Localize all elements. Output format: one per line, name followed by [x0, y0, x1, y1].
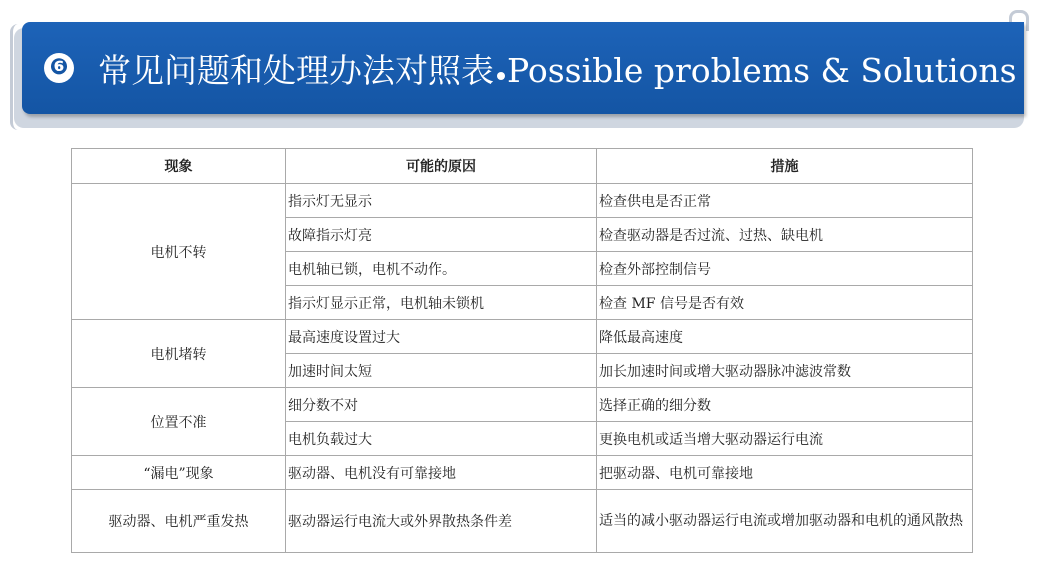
cause-cell: 指示灯无显示	[286, 184, 597, 218]
title-english: Possible problems & Solutions	[507, 50, 1017, 90]
cause-cell: 加速时间太短	[286, 354, 597, 388]
cause-cell: 细分数不对	[286, 388, 597, 422]
fix-cell: 检查外部控制信号	[597, 252, 973, 286]
symptom-cell: 位置不准	[72, 388, 286, 456]
header-cause: 可能的原因	[286, 149, 597, 184]
fix-cell: 把驱动器、电机可靠接地	[597, 456, 973, 490]
table-header-row	[72, 149, 973, 184]
troubleshooting-table	[71, 148, 973, 553]
table-row	[72, 490, 973, 553]
title-chinese: 常见问题和处理办法对照表	[98, 50, 494, 90]
cause-cell: 驱动器运行电流大或外界散热条件差	[286, 490, 597, 553]
fix-cell: 检查 MF 信号是否有效	[597, 286, 973, 320]
symptom-cell: 驱动器、电机严重发热	[72, 490, 286, 553]
fix-cell: 适当的减小驱动器运行电流或增加驱动器和电机的通风散热	[597, 490, 973, 553]
table-row	[72, 320, 973, 354]
header-fix: 措施	[597, 149, 973, 184]
cause-cell: 电机轴已锁，电机不动作。	[286, 252, 597, 286]
table-row	[72, 456, 973, 490]
fix-cell: 检查供电是否正常	[597, 184, 973, 218]
cause-cell: 驱动器、电机没有可靠接地	[286, 456, 597, 490]
cause-cell: 电机负载过大	[286, 422, 597, 456]
bullet-dot-icon	[497, 72, 505, 80]
banner-content	[22, 22, 1024, 114]
table-row	[72, 388, 973, 422]
table-row	[72, 184, 973, 218]
fix-cell: 降低最高速度	[597, 320, 973, 354]
symptom-cell: “漏电”现象	[72, 456, 286, 490]
page-title	[98, 45, 1017, 92]
header-symptom: 现象	[72, 149, 286, 184]
cause-cell: 故障指示灯亮	[286, 218, 597, 252]
cause-cell: 指示灯显示正常，电机轴未锁机	[286, 286, 597, 320]
section-number-badge: ❻	[44, 53, 74, 83]
fix-cell: 更换电机或适当增大驱动器运行电流	[597, 422, 973, 456]
cause-cell: 最高速度设置过大	[286, 320, 597, 354]
fix-cell: 检查驱动器是否过流、过热、缺电机	[597, 218, 973, 252]
symptom-cell: 电机堵转	[72, 320, 286, 388]
symptom-cell: 电机不转	[72, 184, 286, 320]
fix-cell: 加长加速时间或增大驱动器脉冲滤波常数	[597, 354, 973, 388]
fix-cell: 选择正确的细分数	[597, 388, 973, 422]
